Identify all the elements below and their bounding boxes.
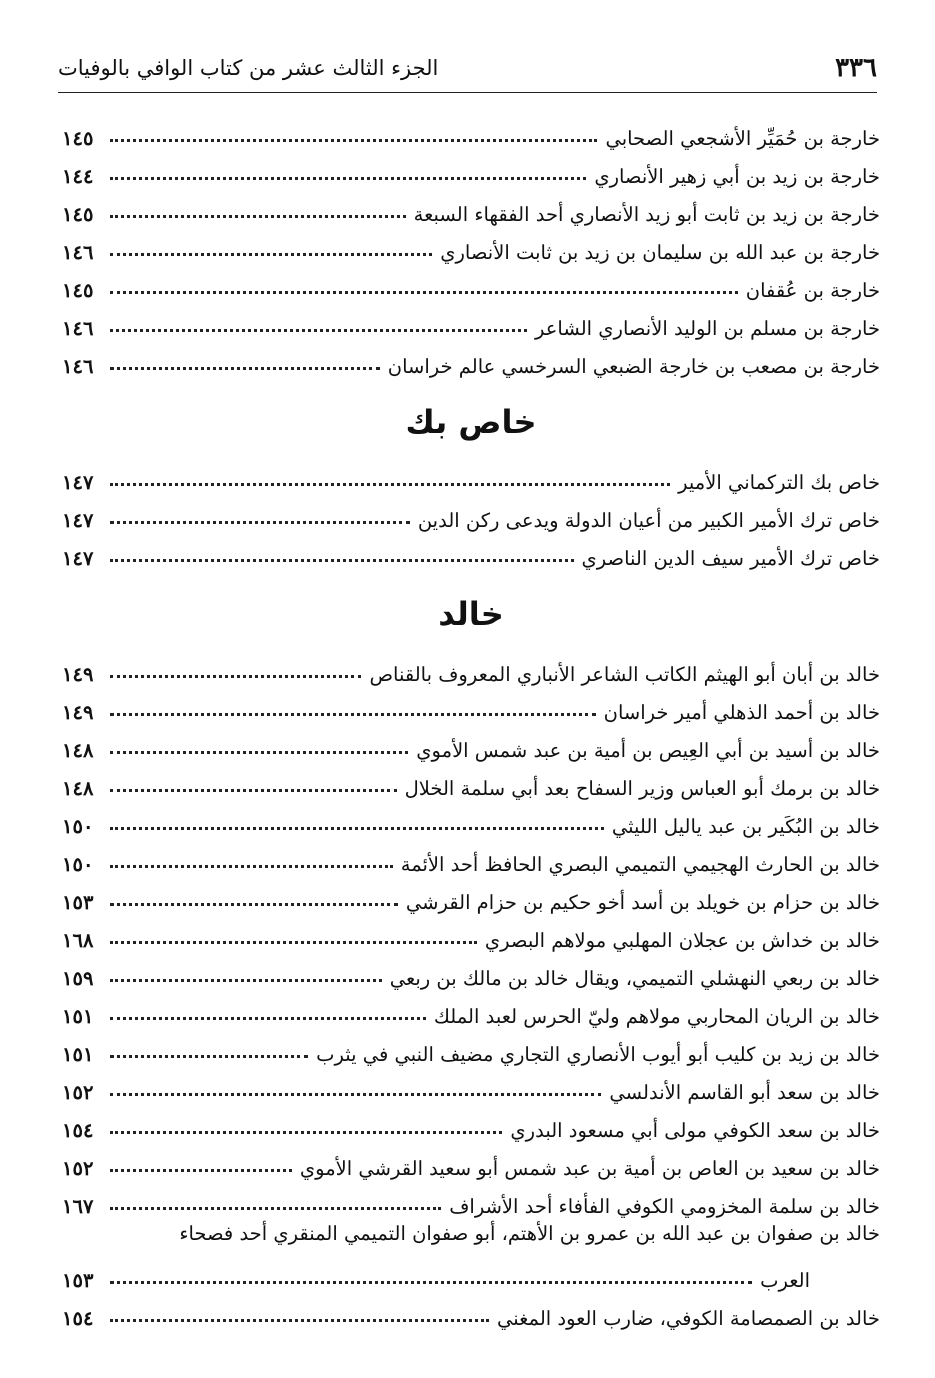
- entry-name: خالد بن سلمة المخزومي الكوفي الفأفاء أحد الأشراف: [449, 1194, 880, 1218]
- entry-name: خالد بن خداش بن عجلان المهلبي مولاهم البصري: [484, 928, 880, 952]
- dot-leader: [110, 1131, 502, 1134]
- entry-name: خاص ترك الأمير سيف الدين الناصري: [581, 546, 880, 570]
- entry-page-number: ١٤٥: [62, 126, 94, 150]
- entry-name: خالد بن الريان المحاربي مولاهم وليّ الحرس لعبد الملك: [433, 1004, 880, 1028]
- index-entry: [62, 876, 880, 914]
- entry-page-number: ١٦٧: [62, 1194, 94, 1218]
- dot-leader: [110, 329, 527, 332]
- running-header: [58, 44, 877, 93]
- entry-name: خارجة بن عُقفان: [745, 278, 880, 302]
- index-entry: [62, 1218, 880, 1292]
- index-entry: [62, 188, 880, 226]
- index-entry: [62, 1142, 880, 1180]
- entry-name: خارجة بن زيد بن ثابت أبو زيد الأنصاري أحد الفقهاء السبعة: [413, 202, 880, 226]
- dot-leader: [110, 1207, 441, 1210]
- dot-leader: [110, 215, 406, 218]
- dot-leader: [110, 1169, 292, 1172]
- index-entry: [62, 150, 880, 188]
- dot-leader: [110, 1017, 426, 1020]
- index-entry: [62, 456, 880, 494]
- index-entry: [62, 1292, 880, 1330]
- index-entry: [62, 686, 880, 724]
- entry-page-number: ١٤٨: [62, 776, 94, 800]
- entry-page-number: ١٤٦: [62, 316, 94, 340]
- entry-page-number: ١٥٤: [62, 1118, 94, 1142]
- entry-page-number: ١٤٩: [62, 662, 94, 686]
- entry-page-number: ١٥١: [62, 1004, 94, 1028]
- entry-name: خارجة بن حُمَيِّر الأشجعي الصحابي: [605, 126, 880, 150]
- entry-name: خالد بن صفوان بن عبد الله بن عمرو بن الأهتم، أبو صفوان التميمي المنقري أحد فصحاء: [179, 1222, 880, 1245]
- entry-page-number: ١٥٢: [62, 1080, 94, 1104]
- entry-name: خالد بن سعيد بن العاص بن أمية بن عبد شمس أبو سعيد القرشي الأموي: [299, 1156, 880, 1180]
- section-title: خاص بك: [405, 403, 537, 441]
- dot-leader: [110, 713, 596, 716]
- entry-page-number: ١٥٣: [62, 890, 94, 914]
- entry-name: خالد بن ربعي النهشلي التميمي، ويقال خالد بن مالك بن ربعي: [389, 966, 880, 990]
- entry-name: خارجة بن مسلم بن الوليد الأنصاري الشاعر: [534, 316, 880, 340]
- index-entry: [62, 1028, 880, 1066]
- dot-leader: [110, 941, 477, 944]
- entry-continuation: العرب: [760, 1268, 810, 1292]
- entry-page-number: ١٤٩: [62, 700, 94, 724]
- dot-leader: [110, 979, 382, 982]
- entry-page-number: ١٥١: [62, 1042, 94, 1066]
- entry-name: خالد بن الصمصامة الكوفي، ضارب العود المغني: [497, 1306, 880, 1330]
- dot-leader: [110, 675, 361, 678]
- entry-page-number: ١٥٤: [62, 1306, 94, 1330]
- dot-leader: [110, 827, 604, 830]
- entry-name: خالد بن أبان أبو الهيثم الكاتب الشاعر الأنباري المعروف بالقناص: [369, 662, 880, 686]
- entry-name: خالد بن حزام بن خويلد بن أسد أخو حكيم بن حزام القرشي: [405, 890, 880, 914]
- index-entry: [62, 762, 880, 800]
- entry-name: خالد بن سعد أبو القاسم الأندلسي: [609, 1080, 880, 1104]
- index-entry: [62, 112, 880, 150]
- index-entry: [62, 226, 880, 264]
- entry-name: خاص بك التركماني الأمير: [678, 470, 880, 494]
- dot-leader: [110, 751, 408, 754]
- index-entry: [62, 648, 880, 686]
- index-entry: [62, 990, 880, 1028]
- index-list: [62, 112, 880, 1330]
- dot-leader: [110, 1055, 308, 1058]
- entry-page-number: ١٤٧: [62, 470, 94, 494]
- dot-leader: [110, 177, 586, 180]
- entry-name: خارجة بن زيد بن أبي زهير الأنصاري: [594, 164, 880, 188]
- dot-leader: [110, 253, 432, 256]
- entry-name: خالد بن الحارث الهجيمي التميمي البصري الحافظ أحد الأئمة: [400, 852, 880, 876]
- running-title: الجزء الثالث عشر من كتاب الوافي بالوفيات: [58, 56, 439, 80]
- entry-name: خارجة بن مصعب بن خارجة الضبعي السرخسي عالم خراسان: [387, 354, 880, 378]
- entry-page-number: ١٥٩: [62, 966, 94, 990]
- index-entry: [62, 1066, 880, 1104]
- index-entry: [62, 724, 880, 762]
- index-entry: [62, 264, 880, 302]
- section-title: خالد: [438, 595, 504, 633]
- entry-name: خالد بن سعد الكوفي مولى أبي مسعود البدري: [510, 1118, 880, 1142]
- entry-page-number: ١٤٤: [62, 164, 94, 188]
- entry-page-number: ١٤٦: [62, 240, 94, 264]
- entry-name: خالد بن أحمد الذهلي أمير خراسان: [603, 700, 880, 724]
- dot-leader: [110, 903, 398, 906]
- entry-page-number: ١٤٥: [62, 202, 94, 226]
- entry-page-number: ١٥٣: [62, 1268, 94, 1292]
- index-entry: [62, 532, 880, 570]
- index-entry: [62, 914, 880, 952]
- dot-leader: [110, 789, 397, 792]
- entry-page-number: ١٥٠: [62, 814, 94, 838]
- page-number: ٣٣٦: [835, 53, 877, 83]
- entry-page-number: ١٤٧: [62, 508, 94, 532]
- dot-leader: [110, 865, 393, 868]
- dot-leader: [110, 1093, 601, 1096]
- entry-name: خالد بن زيد بن كليب أبو أيوب الأنصاري التجاري مضيف النبي في يثرب: [316, 1042, 880, 1066]
- entry-page-number: ١٤٥: [62, 278, 94, 302]
- index-entry: [62, 302, 880, 340]
- entry-page-number: ١٤٦: [62, 354, 94, 378]
- entry-name: خالد بن برمك أبو العباس وزير السفاح بعد أبي سلمة الخلال: [404, 776, 880, 800]
- entry-name: خارجة بن عبد الله بن سليمان بن زيد بن ثابت الأنصاري: [440, 240, 880, 264]
- dot-leader: [110, 139, 597, 142]
- entry-name: خالد بن البُكَير بن عبد ياليل الليثي: [611, 814, 880, 838]
- entry-name: خالد بن أسيد بن أبي العِيص بن أمية بن عبد شمس الأموي: [416, 738, 880, 762]
- dot-leader: [110, 367, 380, 370]
- index-entry: [62, 838, 880, 876]
- entry-page-number: ١٥٠: [62, 852, 94, 876]
- index-entry: [62, 1180, 880, 1218]
- dot-leader: [110, 291, 738, 294]
- dot-leader: [110, 1319, 489, 1322]
- dot-leader: [110, 559, 574, 562]
- dot-leader: [110, 1281, 752, 1284]
- entry-page-number: ١٥٢: [62, 1156, 94, 1180]
- dot-leader: [110, 521, 410, 524]
- index-entry: [62, 1104, 880, 1142]
- index-entry: [62, 952, 880, 990]
- index-entry: [62, 494, 880, 532]
- index-entry: [62, 800, 880, 838]
- entry-page-number: ١٤٨: [62, 738, 94, 762]
- entry-page-number: ١٦٨: [62, 928, 94, 952]
- dot-leader: [110, 483, 670, 486]
- entry-page-number: ١٤٧: [62, 546, 94, 570]
- index-entry: [62, 340, 880, 378]
- entry-name: خاص ترك الأمير الكبير من أعيان الدولة ويدعى ركن الدين: [417, 508, 880, 532]
